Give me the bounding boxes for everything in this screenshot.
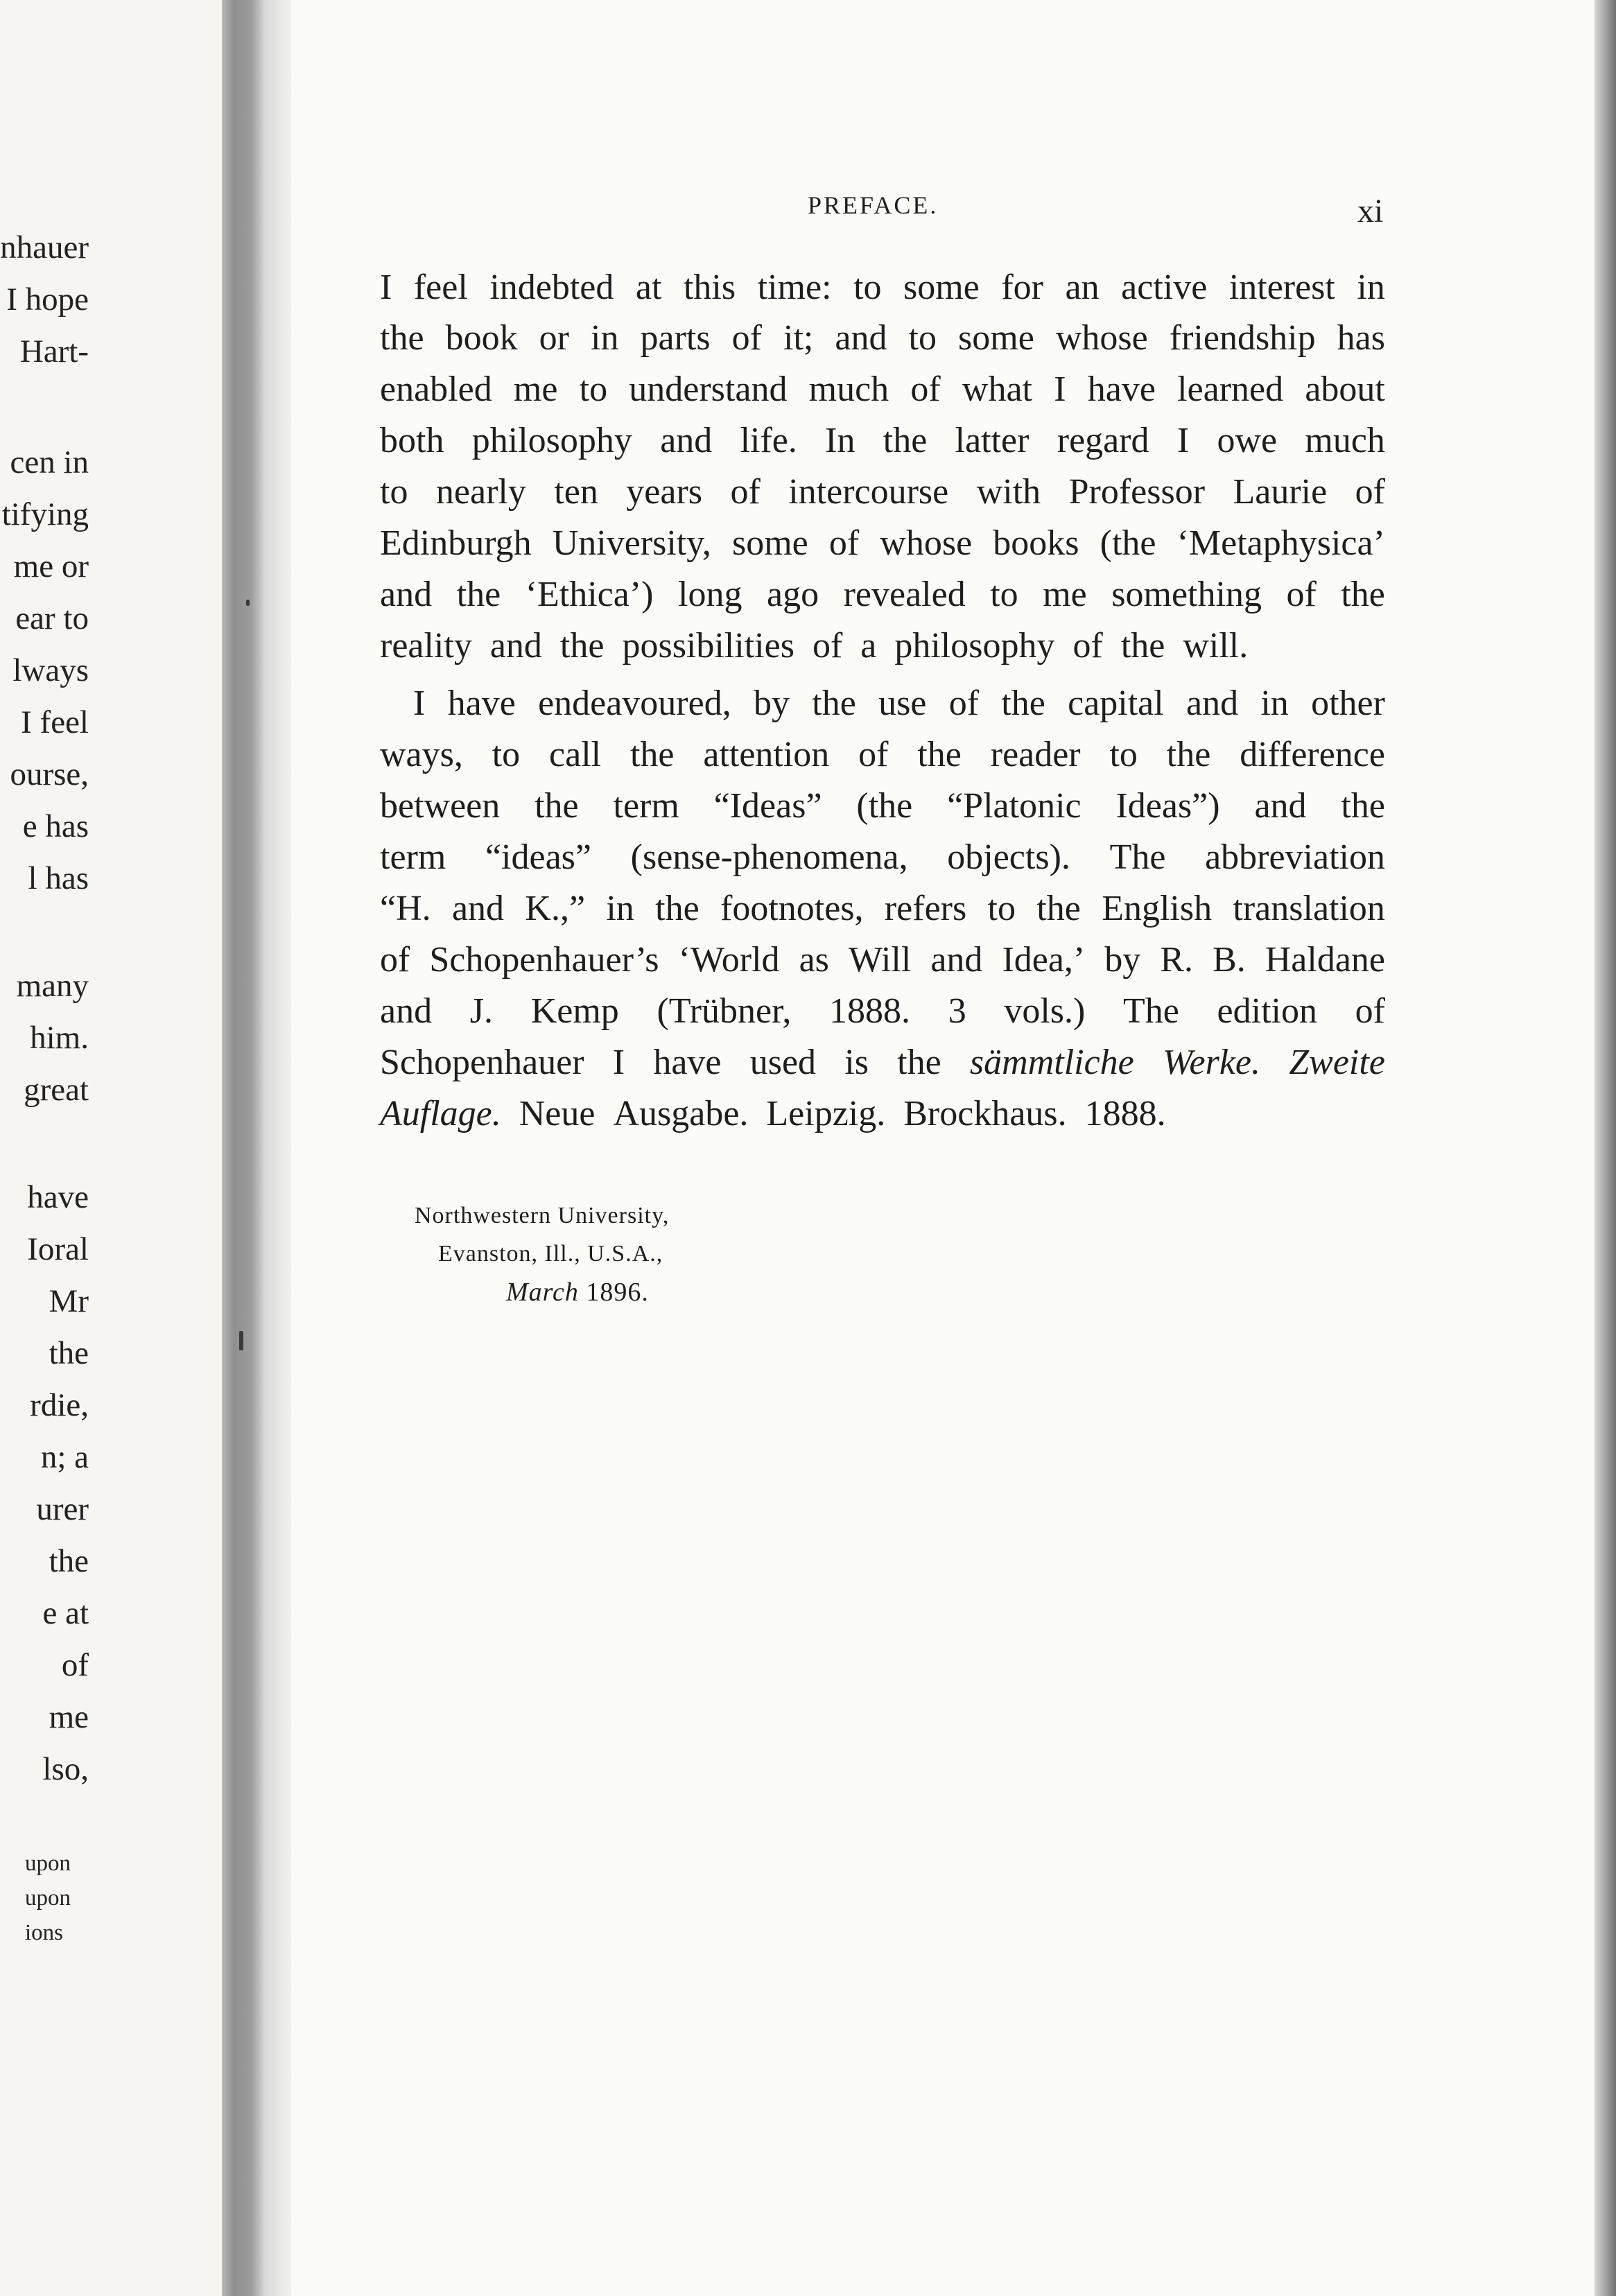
word: Kemp (530, 991, 619, 1031)
word: vols.) (1004, 991, 1086, 1031)
word: to (908, 318, 937, 358)
word: ‘Metaphysica’ (1176, 523, 1385, 563)
word: “Ideas” (713, 786, 822, 826)
word: have (653, 1043, 722, 1082)
body-text-line (380, 888, 1385, 930)
left-page-line: me (49, 1699, 89, 1735)
left-page-line: ourse, (10, 756, 89, 792)
word: used (749, 1043, 817, 1082)
word: at (635, 268, 662, 307)
word: to (1109, 735, 1138, 774)
word: the (655, 889, 700, 928)
word: the (535, 786, 579, 826)
left-page-line: rdie, (30, 1387, 89, 1423)
word: parts (640, 318, 711, 358)
word: and (1185, 684, 1239, 723)
signature-date-month: March (506, 1278, 579, 1307)
left-page-line: e has (22, 808, 89, 844)
word: and (380, 991, 433, 1031)
left-facing-page (0, 0, 236, 2296)
word: the (1120, 626, 1165, 666)
left-page-line: Mr (49, 1283, 89, 1319)
word: the (812, 684, 856, 723)
word: Schopenhauer’s (429, 940, 659, 980)
word: and (1254, 786, 1307, 826)
signature-date-year: 1896. (586, 1278, 649, 1307)
word: life. (740, 421, 797, 460)
left-page-line: nhauer (0, 229, 89, 266)
word: of (1355, 991, 1385, 1031)
word: philosophy (471, 421, 632, 460)
word: or (539, 318, 569, 358)
word: years (626, 472, 702, 512)
word: whose (1055, 318, 1148, 358)
word: of (828, 523, 860, 563)
word: Laurie (1233, 472, 1328, 512)
word: and (835, 318, 887, 358)
word: abbreviation (1205, 837, 1385, 877)
word: reality (380, 626, 472, 666)
word: books (993, 523, 1079, 563)
word: reader (990, 735, 1081, 774)
word: it; (783, 318, 814, 358)
word: about (1305, 369, 1385, 409)
word: have (1087, 369, 1156, 409)
left-page-line: tifying (1, 496, 89, 532)
word: of (858, 735, 889, 774)
word: owe (1217, 421, 1278, 460)
body-text-line (380, 471, 1385, 513)
word: an (1065, 268, 1100, 307)
word: 3 (948, 991, 966, 1031)
word: sämmtliche (969, 1043, 1134, 1082)
word: of (730, 472, 761, 512)
book-gutter (222, 0, 263, 2296)
word: the (1001, 684, 1045, 723)
word: and (380, 575, 433, 614)
word: much (808, 369, 889, 409)
word: Brockhaus. (903, 1094, 1067, 1133)
word: Werke. (1162, 1043, 1261, 1082)
left-page-line: Hart- (19, 333, 89, 369)
word: Auflage. (380, 1094, 501, 1133)
scan-speck (239, 1331, 243, 1350)
word: the (1166, 735, 1211, 774)
word: Idea,’ (1002, 940, 1086, 980)
word: both (380, 421, 444, 460)
word: in (1357, 268, 1385, 307)
word: time: (757, 268, 832, 307)
word: of (1072, 626, 1103, 666)
word: book (445, 318, 518, 358)
body-text-line (380, 837, 1385, 878)
word: Schopenhauer (380, 1043, 584, 1082)
word: “ideas” (485, 837, 591, 877)
left-page-footnote-line: upon (25, 1886, 71, 1911)
gutter-shadow (263, 0, 291, 2296)
left-page-line: e at (42, 1595, 89, 1631)
word: Leipzig. (766, 1094, 886, 1133)
signature-location: Evanston, Ill., U.S.A., (438, 1241, 663, 1267)
left-page-line: me or (13, 548, 89, 584)
body-text-line (380, 574, 1385, 616)
word: “H. (380, 889, 431, 928)
word: enabled (380, 369, 492, 409)
body-text-line (380, 318, 1385, 359)
word: of (1286, 575, 1317, 614)
word: translation (1233, 889, 1385, 928)
body-text-line (380, 267, 1385, 308)
word: ago (766, 575, 819, 614)
word: ten (554, 472, 598, 512)
word: K.,” (525, 889, 586, 928)
word: R. (1160, 940, 1193, 980)
body-text-line (380, 991, 1385, 1032)
word: University, (552, 523, 711, 563)
word: some (958, 318, 1034, 358)
word: Professor (1068, 472, 1206, 512)
word: “Platonic (947, 786, 1081, 826)
word: edition (1217, 991, 1317, 1031)
word: term (613, 786, 679, 826)
body-text-line (380, 1093, 1385, 1135)
word: latter (955, 421, 1029, 460)
word: intercourse (788, 472, 949, 512)
word: indebted (489, 268, 614, 307)
left-page-line: the (49, 1335, 89, 1371)
word: attention (703, 735, 830, 774)
word: whose (880, 523, 973, 563)
word: what (962, 369, 1033, 409)
left-page-line: cen in (10, 444, 89, 480)
word: difference (1240, 735, 1385, 774)
word: use (878, 684, 927, 723)
word: J. (469, 991, 494, 1031)
word: me (513, 369, 558, 409)
word: much (1305, 421, 1385, 460)
word: understand (629, 369, 788, 409)
left-page-line: the (49, 1543, 89, 1579)
word: by (1104, 940, 1141, 980)
word: I (380, 268, 392, 307)
word: the (456, 575, 501, 614)
left-page-line: I feel (21, 704, 89, 740)
word: and (660, 421, 713, 460)
word: nearly (435, 472, 526, 512)
word: long (678, 575, 742, 614)
word: objects). (947, 837, 1070, 877)
left-page-line: urer (36, 1491, 89, 1527)
word: Ideas”) (1115, 786, 1220, 826)
word: active (1121, 268, 1208, 307)
body-text-line (380, 625, 1385, 667)
word: as (799, 940, 829, 980)
body-text-line (380, 369, 1385, 410)
left-page-line: great (24, 1072, 89, 1108)
word: English (1102, 889, 1213, 928)
word: philosophy (894, 626, 1055, 666)
body-text-line (380, 420, 1385, 462)
word: the (917, 735, 962, 774)
left-page-footnote-line: upon (25, 1851, 71, 1876)
word: of (731, 318, 762, 358)
word: some (731, 523, 808, 563)
word: and (930, 940, 983, 980)
word: interest (1228, 268, 1335, 307)
word: and (489, 626, 542, 666)
word: Will (848, 940, 912, 980)
word: will. (1183, 626, 1249, 666)
word: possibilities (622, 626, 794, 666)
left-page-line: n; a (40, 1439, 89, 1475)
word: have (447, 684, 516, 723)
word: Haldane (1265, 940, 1385, 980)
word: the (1341, 575, 1385, 614)
word: in (591, 318, 619, 358)
word: Edinburgh (380, 523, 532, 563)
word: to (853, 268, 882, 307)
word: term (380, 837, 446, 877)
word: a (860, 626, 877, 666)
word: I (413, 684, 426, 723)
word: the (559, 626, 605, 666)
word: (Trübner, (657, 991, 792, 1031)
left-page-line: lways (12, 652, 89, 688)
word: to (492, 735, 521, 774)
left-page-line: lso, (42, 1751, 89, 1787)
word: the (629, 735, 675, 774)
word: Zweite (1289, 1043, 1385, 1082)
word: with (976, 472, 1041, 512)
body-text-line (380, 939, 1385, 981)
word: other (1311, 684, 1385, 723)
signature-institution: Northwestern University, (415, 1203, 670, 1228)
word: (the (856, 786, 913, 826)
word: the (883, 421, 928, 460)
word: Ausgabe. (613, 1094, 749, 1133)
word: learned (1177, 369, 1284, 409)
page-edge (1595, 0, 1616, 2296)
left-page-line: of (61, 1647, 89, 1683)
word: the (1341, 786, 1385, 826)
body-text-line (380, 523, 1385, 564)
word: regard (1057, 421, 1149, 460)
word: I (1176, 421, 1190, 460)
word: of (948, 684, 980, 723)
word: the (1036, 889, 1081, 928)
word: to (579, 369, 608, 409)
word: some (903, 268, 980, 307)
word: The (1123, 991, 1179, 1031)
left-page-line: ear to (15, 600, 89, 636)
word: 1888. (1084, 1094, 1166, 1133)
word: to (987, 889, 1016, 928)
word: of (812, 626, 843, 666)
word: (the (1100, 523, 1156, 563)
word: B. (1213, 940, 1246, 980)
word: for (1001, 268, 1043, 307)
left-page-line: have (27, 1179, 89, 1215)
signature-date (506, 1277, 649, 1307)
word: revealed (843, 575, 966, 614)
word: call (549, 735, 602, 774)
word: the (380, 318, 424, 358)
word: ‘World (678, 940, 780, 980)
body-text-line (380, 683, 1385, 724)
word: refers (884, 889, 967, 928)
word: ‘Ethica’) (525, 575, 654, 614)
word: The (1109, 837, 1166, 877)
body-text-line (380, 1042, 1385, 1084)
word: of (910, 369, 941, 409)
word: feel (413, 268, 468, 307)
word: by (753, 684, 790, 723)
page-number: xi (1357, 193, 1384, 229)
word: something (1111, 575, 1262, 614)
word: is (844, 1043, 869, 1082)
left-page-line: him. (30, 1020, 89, 1056)
word: (sense-phenomena, (630, 837, 908, 877)
word: to (380, 472, 408, 512)
left-page-line: l has (28, 860, 89, 896)
word: me (1043, 575, 1087, 614)
left-page-line: I hope (6, 281, 89, 318)
word: capital (1068, 684, 1164, 723)
body-text-line (380, 734, 1385, 776)
word: and (451, 889, 505, 928)
scan-speck (246, 600, 250, 606)
running-head: PREFACE. (808, 191, 939, 219)
word: friendship (1169, 318, 1316, 358)
word: I (612, 1043, 625, 1082)
word: to (990, 575, 1018, 614)
word: this (683, 268, 736, 307)
word: 1888. (829, 991, 911, 1031)
word: In (825, 421, 855, 460)
word: between (380, 786, 501, 826)
word: of (1355, 472, 1385, 512)
word: footnotes, (720, 889, 864, 928)
left-page-line: many (16, 968, 89, 1004)
left-page-line: Ioral (27, 1231, 89, 1267)
word: the (897, 1043, 941, 1082)
word: ways, (380, 735, 463, 774)
word: has (1337, 318, 1385, 358)
word: Neue (519, 1094, 596, 1133)
word: of (380, 940, 410, 980)
word: in (606, 889, 634, 928)
word: in (1260, 684, 1289, 723)
body-text-line (380, 785, 1385, 827)
left-page-footnote-line: ions (25, 1920, 64, 1945)
word: endeavoured, (538, 684, 731, 723)
word: I (1054, 369, 1066, 409)
